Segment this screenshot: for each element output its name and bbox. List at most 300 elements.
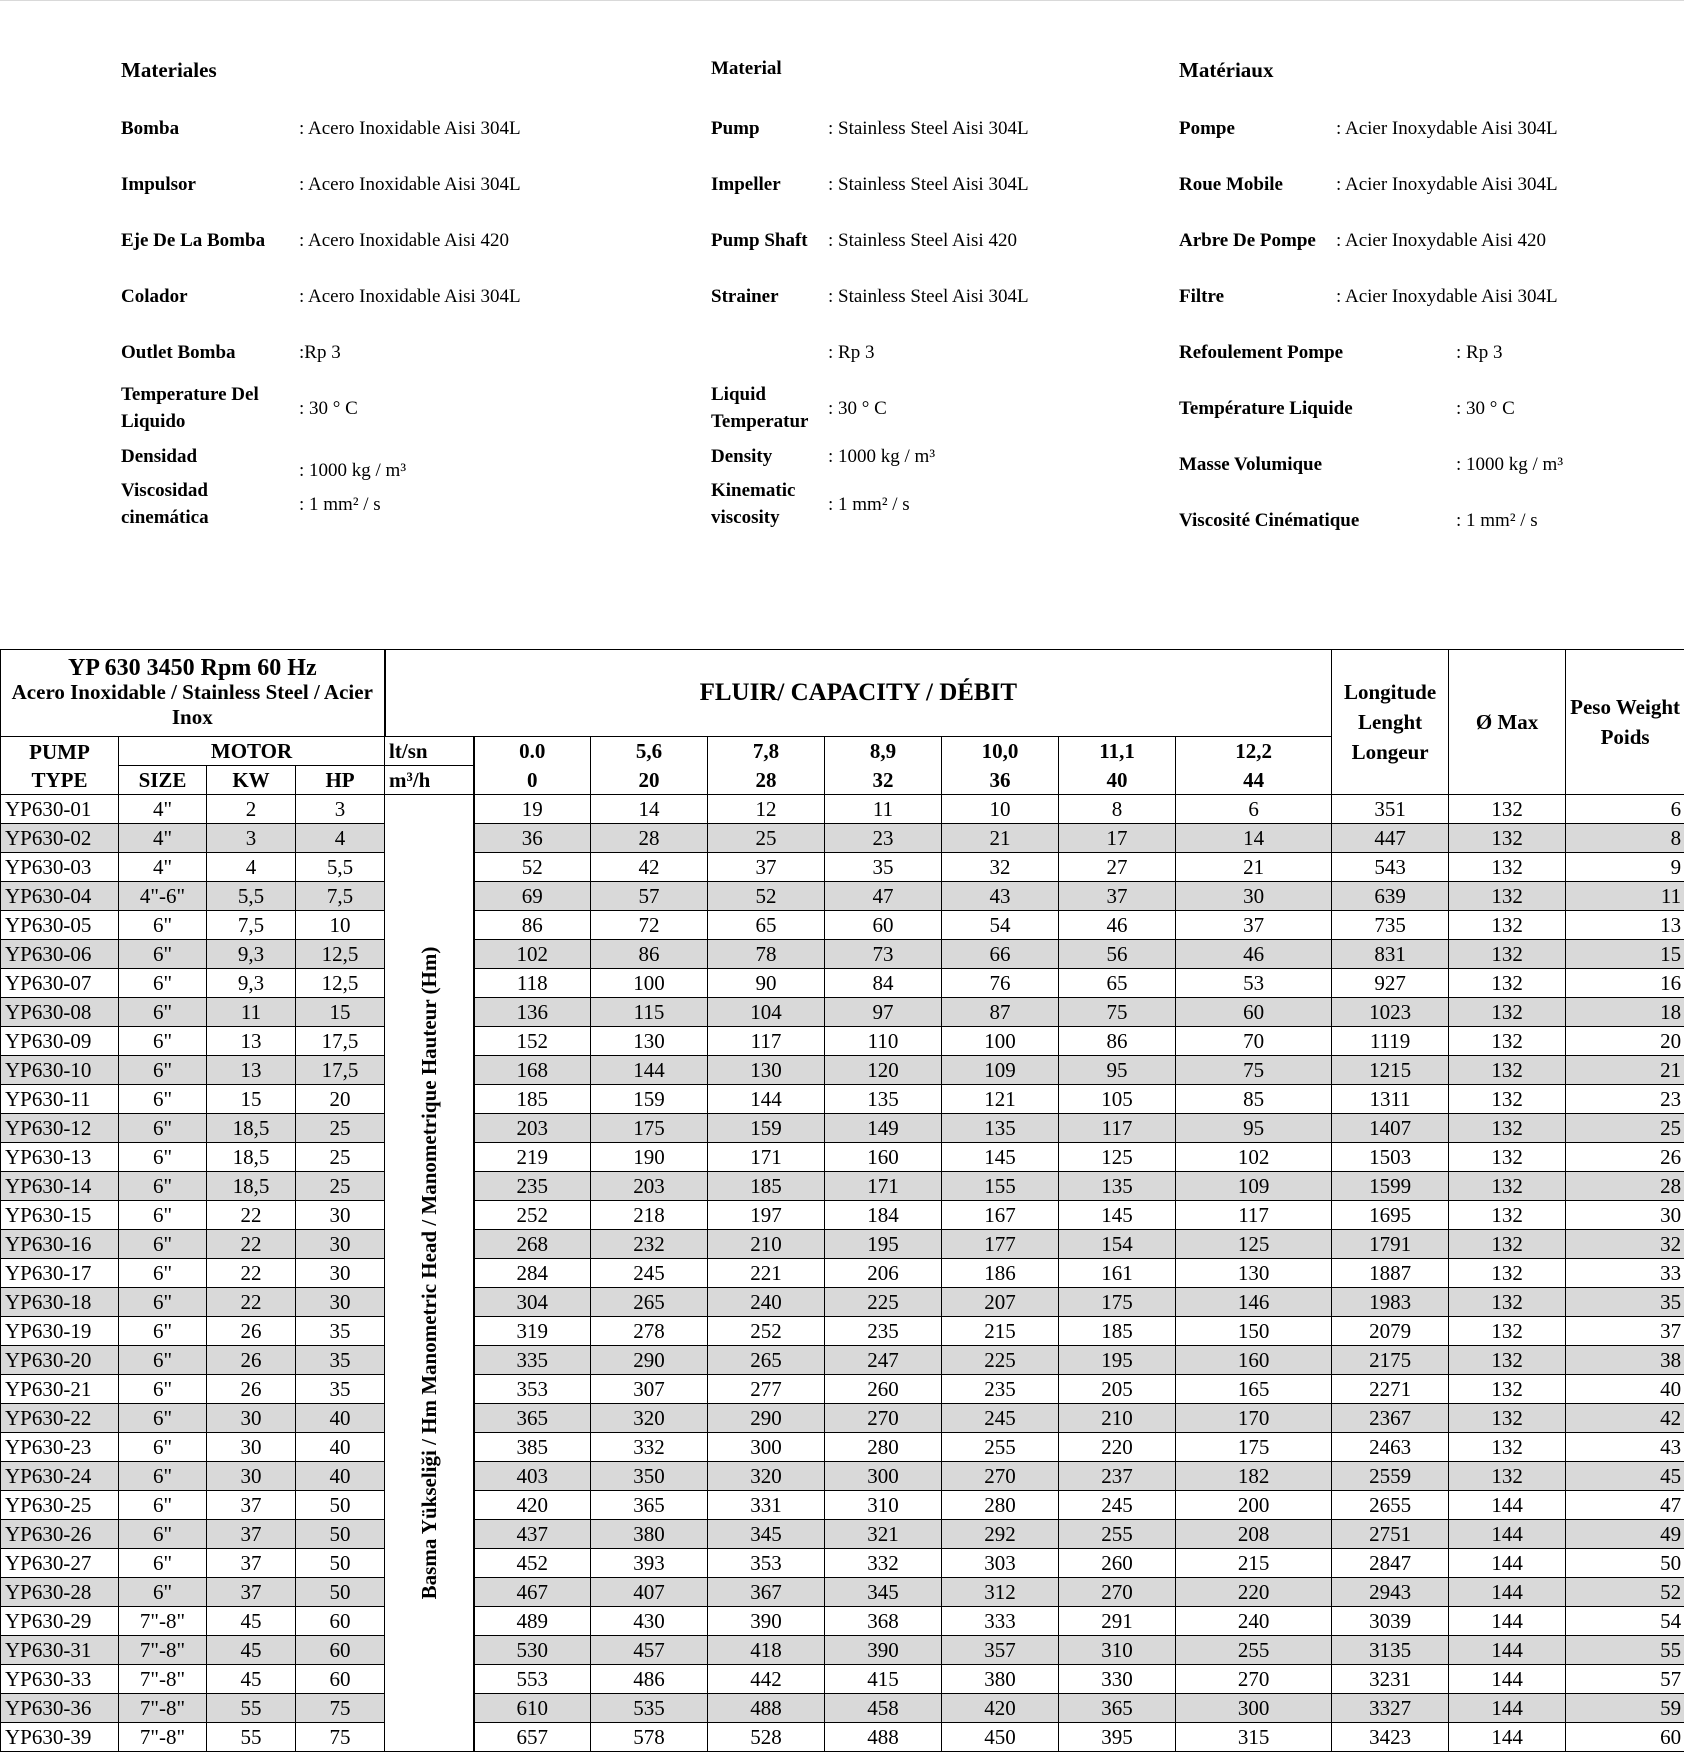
length-cell: 2175 <box>1332 1346 1449 1375</box>
head-cell: 235 <box>825 1317 942 1346</box>
length-cell: 639 <box>1332 882 1449 911</box>
size-cell: 6" <box>119 911 207 940</box>
weight-cell: 11 <box>1566 882 1684 911</box>
head-cell: 207 <box>942 1288 1059 1317</box>
size-cell: 6" <box>119 969 207 998</box>
diameter-cell: 132 <box>1449 1027 1566 1056</box>
flow-m3h-header: 20 <box>591 766 708 795</box>
hp-cell: 50 <box>296 1491 385 1520</box>
table-row <box>1 1520 1684 1549</box>
material-label: Densidad <box>121 445 198 467</box>
diameter-cell: 132 <box>1449 795 1566 824</box>
material-label: Filtre <box>1179 285 1225 307</box>
head-cell: 203 <box>591 1172 708 1201</box>
head-cell: 95 <box>1176 1114 1332 1143</box>
material-label: Viscosidad cinemática <box>121 480 209 528</box>
table-row <box>1 1027 1684 1056</box>
head-cell: 255 <box>1059 1520 1176 1549</box>
hp-cell: 25 <box>296 1114 385 1143</box>
material-label: Impulsor <box>121 173 196 195</box>
head-cell: 25 <box>708 824 825 853</box>
head-cell: 12 <box>708 795 825 824</box>
kw-cell: 55 <box>207 1723 296 1752</box>
head-cell: 270 <box>825 1404 942 1433</box>
hp-cell: 50 <box>296 1578 385 1607</box>
size-cell: 6" <box>119 1346 207 1375</box>
table-row <box>1 1404 1684 1433</box>
head-cell: 247 <box>825 1346 942 1375</box>
head-cell: 155 <box>942 1172 1059 1201</box>
hp-cell: 40 <box>296 1433 385 1462</box>
head-cell: 100 <box>591 969 708 998</box>
head-cell: 245 <box>1059 1491 1176 1520</box>
materials-fr-row <box>1179 268 1563 324</box>
weight-cell: 32 <box>1566 1230 1684 1259</box>
pump-type-cell: YP630-28 <box>1 1578 119 1607</box>
head-cell: 330 <box>1059 1665 1176 1694</box>
head-cell: 14 <box>591 795 708 824</box>
table-row <box>1 1723 1684 1752</box>
head-cell: 102 <box>474 940 591 969</box>
diameter-cell: 144 <box>1449 1607 1566 1636</box>
length-cell: 735 <box>1332 911 1449 940</box>
weight-cell: 40 <box>1566 1375 1684 1404</box>
hp-cell: 75 <box>296 1694 385 1723</box>
head-cell: 30 <box>1176 882 1332 911</box>
material-value: : 1000 kg / m³ <box>1456 453 1564 475</box>
pump-type-header-text: PUMP TYPE <box>29 739 90 792</box>
head-cell: 333 <box>942 1607 1059 1636</box>
head-cell: 367 <box>708 1578 825 1607</box>
size-cell: 4"-6" <box>119 882 207 911</box>
length-cell: 1503 <box>1332 1143 1449 1172</box>
head-cell: 578 <box>591 1723 708 1752</box>
pump-type-cell: YP630-17 <box>1 1259 119 1288</box>
head-cell: 121 <box>942 1085 1059 1114</box>
head-cell: 145 <box>1059 1201 1176 1230</box>
head-cell: 368 <box>825 1607 942 1636</box>
head-cell: 136 <box>474 998 591 1027</box>
head-cell: 380 <box>591 1520 708 1549</box>
pump-type-cell: YP630-14 <box>1 1172 119 1201</box>
head-cell: 75 <box>1176 1056 1332 1085</box>
hp-cell: 30 <box>296 1230 385 1259</box>
pump-type-cell: YP630-08 <box>1 998 119 1027</box>
material-label: Strainer <box>711 285 779 307</box>
length-cell: 2271 <box>1332 1375 1449 1404</box>
material-label: Temperature Del Liquido <box>121 384 259 432</box>
table-title-cell <box>1 650 385 737</box>
length-cell: 927 <box>1332 969 1449 998</box>
size-cell: 6" <box>119 1404 207 1433</box>
diameter-cell: 132 <box>1449 911 1566 940</box>
head-cell: 280 <box>942 1491 1059 1520</box>
weight-cell: 55 <box>1566 1636 1684 1665</box>
capacity-title: FLUIR/ CAPACITY / DÉBIT <box>385 650 1332 737</box>
head-cell: 489 <box>474 1607 591 1636</box>
length-cell: 2943 <box>1332 1578 1449 1607</box>
head-cell: 43 <box>942 882 1059 911</box>
hp-cell: 50 <box>296 1549 385 1578</box>
hp-cell: 30 <box>296 1259 385 1288</box>
head-cell: 159 <box>591 1085 708 1114</box>
head-cell: 35 <box>825 853 942 882</box>
head-cell: 420 <box>942 1694 1059 1723</box>
table-row <box>1 1346 1684 1375</box>
pump-type-cell: YP630-15 <box>1 1201 119 1230</box>
kw-cell: 9,3 <box>207 940 296 969</box>
diameter-cell: 144 <box>1449 1665 1566 1694</box>
head-cell: 160 <box>1176 1346 1332 1375</box>
pump-type-cell: YP630-22 <box>1 1404 119 1433</box>
head-cell: 450 <box>942 1723 1059 1752</box>
material-value: : Acier Inoxydable Aisi 304L <box>1336 173 1558 195</box>
hp-cell: 20 <box>296 1085 385 1114</box>
pump-type-cell: YP630-07 <box>1 969 119 998</box>
weight-cell: 8 <box>1566 824 1684 853</box>
diameter-cell: 144 <box>1449 1723 1566 1752</box>
head-cell: 278 <box>591 1317 708 1346</box>
material-label: Liquid Temperatur <box>711 384 809 432</box>
head-cell: 86 <box>591 940 708 969</box>
diameter-cell: 132 <box>1449 1259 1566 1288</box>
diameter-cell: 132 <box>1449 1230 1566 1259</box>
pump-type-cell: YP630-33 <box>1 1665 119 1694</box>
size-cell: 7"-8" <box>119 1665 207 1694</box>
head-cell: 321 <box>825 1520 942 1549</box>
head-cell: 260 <box>1059 1549 1176 1578</box>
table-row <box>1 1694 1684 1723</box>
hp-cell: 60 <box>296 1665 385 1694</box>
diameter-cell: 144 <box>1449 1636 1566 1665</box>
material-value: : 1 mm² / s <box>828 493 910 515</box>
head-cell: 19 <box>474 795 591 824</box>
head-cell: 418 <box>708 1636 825 1665</box>
table-row <box>1 1172 1684 1201</box>
diameter-cell: 132 <box>1449 998 1566 1027</box>
head-cell: 6 <box>1176 795 1332 824</box>
material-label: Température Liquide <box>1179 397 1353 419</box>
hp-cell: 17,5 <box>296 1027 385 1056</box>
head-cell: 57 <box>591 882 708 911</box>
material-value: : 30 ° C <box>828 397 887 419</box>
flow-lts-header: 5,6 <box>591 737 708 766</box>
table-row <box>1 1317 1684 1346</box>
length-cell: 1311 <box>1332 1085 1449 1114</box>
head-cell: 14 <box>1176 824 1332 853</box>
head-cell: 357 <box>942 1636 1059 1665</box>
table-row <box>1 940 1684 969</box>
hp-cell: 75 <box>296 1723 385 1752</box>
material-value: : Rp 3 <box>1456 341 1503 363</box>
head-cell: 152 <box>474 1027 591 1056</box>
kw-cell: 15 <box>207 1085 296 1114</box>
head-cell: 65 <box>1059 969 1176 998</box>
head-cell: 130 <box>591 1027 708 1056</box>
table-title: YP 630 3450 Rpm 60 Hz <box>67 655 317 681</box>
head-cell: 210 <box>708 1230 825 1259</box>
table-row <box>1 1549 1684 1578</box>
kw-cell: 55 <box>207 1694 296 1723</box>
kw-cell: 45 <box>207 1636 296 1665</box>
head-cell: 332 <box>825 1549 942 1578</box>
unit-lts: lt/sn <box>385 737 474 766</box>
head-cell: 458 <box>825 1694 942 1723</box>
materials-fr-row <box>1179 156 1563 212</box>
flow-lts-header: 0.0 <box>474 737 591 766</box>
head-cell: 161 <box>1059 1259 1176 1288</box>
material-value: : Stainless Steel Aisi 304L <box>828 173 1029 195</box>
size-cell: 6" <box>119 1578 207 1607</box>
diameter-cell: 132 <box>1449 1404 1566 1433</box>
diameter-cell: 132 <box>1449 940 1566 969</box>
material-value: : 1 mm² / s <box>1456 509 1538 531</box>
material-label: Roue Mobile <box>1179 173 1283 195</box>
head-cell: 95 <box>1059 1056 1176 1085</box>
head-cell: 75 <box>1059 998 1176 1027</box>
kw-cell: 37 <box>207 1491 296 1520</box>
head-cell: 208 <box>1176 1520 1332 1549</box>
head-cell: 21 <box>1176 853 1332 882</box>
manometric-head-label-cell <box>385 795 474 1752</box>
head-cell: 365 <box>474 1404 591 1433</box>
materials-en-title: Material <box>711 58 782 79</box>
weight-header-text: Peso Weight Poids <box>1570 695 1681 749</box>
head-cell: 42 <box>591 853 708 882</box>
material-value: : 30 ° C <box>1456 397 1515 419</box>
head-cell: 36 <box>474 824 591 853</box>
table-row <box>1 1143 1684 1172</box>
diameter-cell: 144 <box>1449 1549 1566 1578</box>
material-label: Density <box>711 445 773 467</box>
materials-es-row <box>121 156 521 212</box>
head-cell: 21 <box>942 824 1059 853</box>
size-cell: 6" <box>119 1549 207 1578</box>
pump-type-cell: YP630-13 <box>1 1143 119 1172</box>
weight-cell: 50 <box>1566 1549 1684 1578</box>
diameter-cell: 132 <box>1449 853 1566 882</box>
head-cell: 237 <box>1059 1462 1176 1491</box>
head-cell: 47 <box>825 882 942 911</box>
weight-cell: 20 <box>1566 1027 1684 1056</box>
hp-cell: 15 <box>296 998 385 1027</box>
materials-es-row <box>121 436 521 481</box>
head-cell: 300 <box>708 1433 825 1462</box>
pump-type-cell: YP630-09 <box>1 1027 119 1056</box>
material-value: : Stainless Steel Aisi 304L <box>828 285 1029 307</box>
head-cell: 87 <box>942 998 1059 1027</box>
flow-m3h-header: 44 <box>1176 766 1332 795</box>
head-cell: 252 <box>708 1317 825 1346</box>
pump-type-header <box>1 737 119 795</box>
material-label: Colador <box>121 285 188 307</box>
diameter-cell: 132 <box>1449 1375 1566 1404</box>
head-cell: 170 <box>1176 1404 1332 1433</box>
head-cell: 11 <box>825 795 942 824</box>
flow-m3h-header: 40 <box>1059 766 1176 795</box>
hp-cell: 30 <box>296 1288 385 1317</box>
head-cell: 260 <box>825 1375 942 1404</box>
head-cell: 245 <box>591 1259 708 1288</box>
kw-cell: 30 <box>207 1433 296 1462</box>
kw-cell: 30 <box>207 1462 296 1491</box>
head-cell: 104 <box>708 998 825 1027</box>
pump-type-cell: YP630-16 <box>1 1230 119 1259</box>
diameter-header: Ø Max <box>1449 650 1566 795</box>
material-label: Masse Volumique <box>1179 453 1323 475</box>
weight-cell: 6 <box>1566 795 1684 824</box>
head-cell: 265 <box>708 1346 825 1375</box>
head-cell: 53 <box>1176 969 1332 998</box>
weight-cell: 9 <box>1566 853 1684 882</box>
head-cell: 225 <box>942 1346 1059 1375</box>
size-header: SIZE <box>119 766 207 795</box>
head-cell: 117 <box>708 1027 825 1056</box>
pump-type-cell: YP630-01 <box>1 795 119 824</box>
materials-es-row <box>121 324 521 380</box>
weight-cell: 16 <box>1566 969 1684 998</box>
head-cell: 255 <box>1176 1636 1332 1665</box>
table-row <box>1 1433 1684 1462</box>
kw-cell: 18,5 <box>207 1143 296 1172</box>
head-cell: 65 <box>708 911 825 940</box>
head-cell: 37 <box>1059 882 1176 911</box>
head-cell: 310 <box>825 1491 942 1520</box>
head-cell: 315 <box>1176 1723 1332 1752</box>
material-label: Bomba <box>121 117 180 139</box>
material-label: Arbre De Pompe <box>1179 229 1316 251</box>
hp-cell: 35 <box>296 1317 385 1346</box>
material-value: : 1000 kg / m³ <box>299 459 407 481</box>
head-cell: 125 <box>1176 1230 1332 1259</box>
pump-type-cell: YP630-39 <box>1 1723 119 1752</box>
head-cell: 268 <box>474 1230 591 1259</box>
head-cell: 8 <box>1059 795 1176 824</box>
head-cell: 167 <box>942 1201 1059 1230</box>
size-cell: 6" <box>119 1491 207 1520</box>
weight-cell: 54 <box>1566 1607 1684 1636</box>
hp-cell: 35 <box>296 1346 385 1375</box>
table-row <box>1 1288 1684 1317</box>
flow-lts-header: 11,1 <box>1059 737 1176 766</box>
diameter-cell: 132 <box>1449 1462 1566 1491</box>
material-value: : Acier Inoxydable Aisi 304L <box>1336 117 1558 139</box>
head-cell: 10 <box>942 795 1059 824</box>
size-cell: 6" <box>119 1462 207 1491</box>
materials-fr-title: Matériaux <box>1179 58 1274 82</box>
kw-header: KW <box>207 766 296 795</box>
size-cell: 7"-8" <box>119 1694 207 1723</box>
head-cell: 184 <box>825 1201 942 1230</box>
flow-lts-header: 12,2 <box>1176 737 1332 766</box>
length-cell: 1695 <box>1332 1201 1449 1230</box>
head-cell: 270 <box>1176 1665 1332 1694</box>
head-cell: 135 <box>942 1114 1059 1143</box>
head-cell: 85 <box>1176 1085 1332 1114</box>
material-value: : Stainless Steel Aisi 420 <box>828 229 1017 251</box>
diameter-cell: 132 <box>1449 1288 1566 1317</box>
head-cell: 120 <box>825 1056 942 1085</box>
material-label: Pump <box>711 117 760 139</box>
length-cell: 3039 <box>1332 1607 1449 1636</box>
length-cell: 1791 <box>1332 1230 1449 1259</box>
head-cell: 159 <box>708 1114 825 1143</box>
kw-cell: 4 <box>207 853 296 882</box>
diameter-cell: 132 <box>1449 1201 1566 1230</box>
performance-table <box>0 649 1684 1752</box>
head-cell: 303 <box>942 1549 1059 1578</box>
diameter-cell: 132 <box>1449 1114 1566 1143</box>
head-cell: 118 <box>474 969 591 998</box>
weight-cell: 26 <box>1566 1143 1684 1172</box>
head-cell: 307 <box>591 1375 708 1404</box>
hp-cell: 12,5 <box>296 969 385 998</box>
head-cell: 37 <box>708 853 825 882</box>
material-label: Impeller <box>711 173 781 195</box>
material-label: Viscosité Cinématique <box>1179 509 1360 531</box>
kw-cell: 11 <box>207 998 296 1027</box>
length-cell: 1599 <box>1332 1172 1449 1201</box>
length-cell: 2463 <box>1332 1433 1449 1462</box>
length-header <box>1332 650 1449 795</box>
weight-cell: 52 <box>1566 1578 1684 1607</box>
material-value: : 1000 kg / m³ <box>828 445 936 467</box>
head-cell: 304 <box>474 1288 591 1317</box>
top-border <box>0 0 1684 1</box>
weight-cell: 45 <box>1566 1462 1684 1491</box>
material-label: Refoulement Pompe <box>1179 341 1344 363</box>
length-cell: 2559 <box>1332 1462 1449 1491</box>
size-cell: 6" <box>119 940 207 969</box>
head-cell: 175 <box>591 1114 708 1143</box>
diameter-cell: 132 <box>1449 1433 1566 1462</box>
head-cell: 407 <box>591 1578 708 1607</box>
head-cell: 452 <box>474 1549 591 1578</box>
head-cell: 160 <box>825 1143 942 1172</box>
pump-type-cell: YP630-04 <box>1 882 119 911</box>
weight-cell: 43 <box>1566 1433 1684 1462</box>
diameter-cell: 132 <box>1449 882 1566 911</box>
head-cell: 117 <box>1059 1114 1176 1143</box>
head-cell: 60 <box>825 911 942 940</box>
table-row <box>1 1636 1684 1665</box>
diameter-cell: 132 <box>1449 1056 1566 1085</box>
size-cell: 6" <box>119 998 207 1027</box>
material-value: : Acier Inoxydable Aisi 304L <box>1336 285 1558 307</box>
head-cell: 70 <box>1176 1027 1332 1056</box>
head-cell: 393 <box>591 1549 708 1578</box>
length-header-text: Longitude Lenght Longeur <box>1343 680 1437 764</box>
head-cell: 185 <box>1059 1317 1176 1346</box>
hp-cell: 10 <box>296 911 385 940</box>
materials-es-title: Materiales <box>121 58 217 82</box>
materials-en-row <box>711 268 1029 324</box>
kw-cell: 18,5 <box>207 1114 296 1143</box>
head-cell: 205 <box>1059 1375 1176 1404</box>
pump-type-cell: YP630-02 <box>1 824 119 853</box>
materials-es-row <box>121 100 521 156</box>
kw-cell: 37 <box>207 1549 296 1578</box>
head-cell: 319 <box>474 1317 591 1346</box>
flow-m3h-header: 0 <box>474 766 591 795</box>
material-label: Pump Shaft <box>711 229 808 251</box>
length-cell: 351 <box>1332 795 1449 824</box>
head-cell: 332 <box>591 1433 708 1462</box>
length-cell: 1215 <box>1332 1056 1449 1085</box>
kw-cell: 26 <box>207 1346 296 1375</box>
head-cell: 154 <box>1059 1230 1176 1259</box>
kw-cell: 22 <box>207 1288 296 1317</box>
